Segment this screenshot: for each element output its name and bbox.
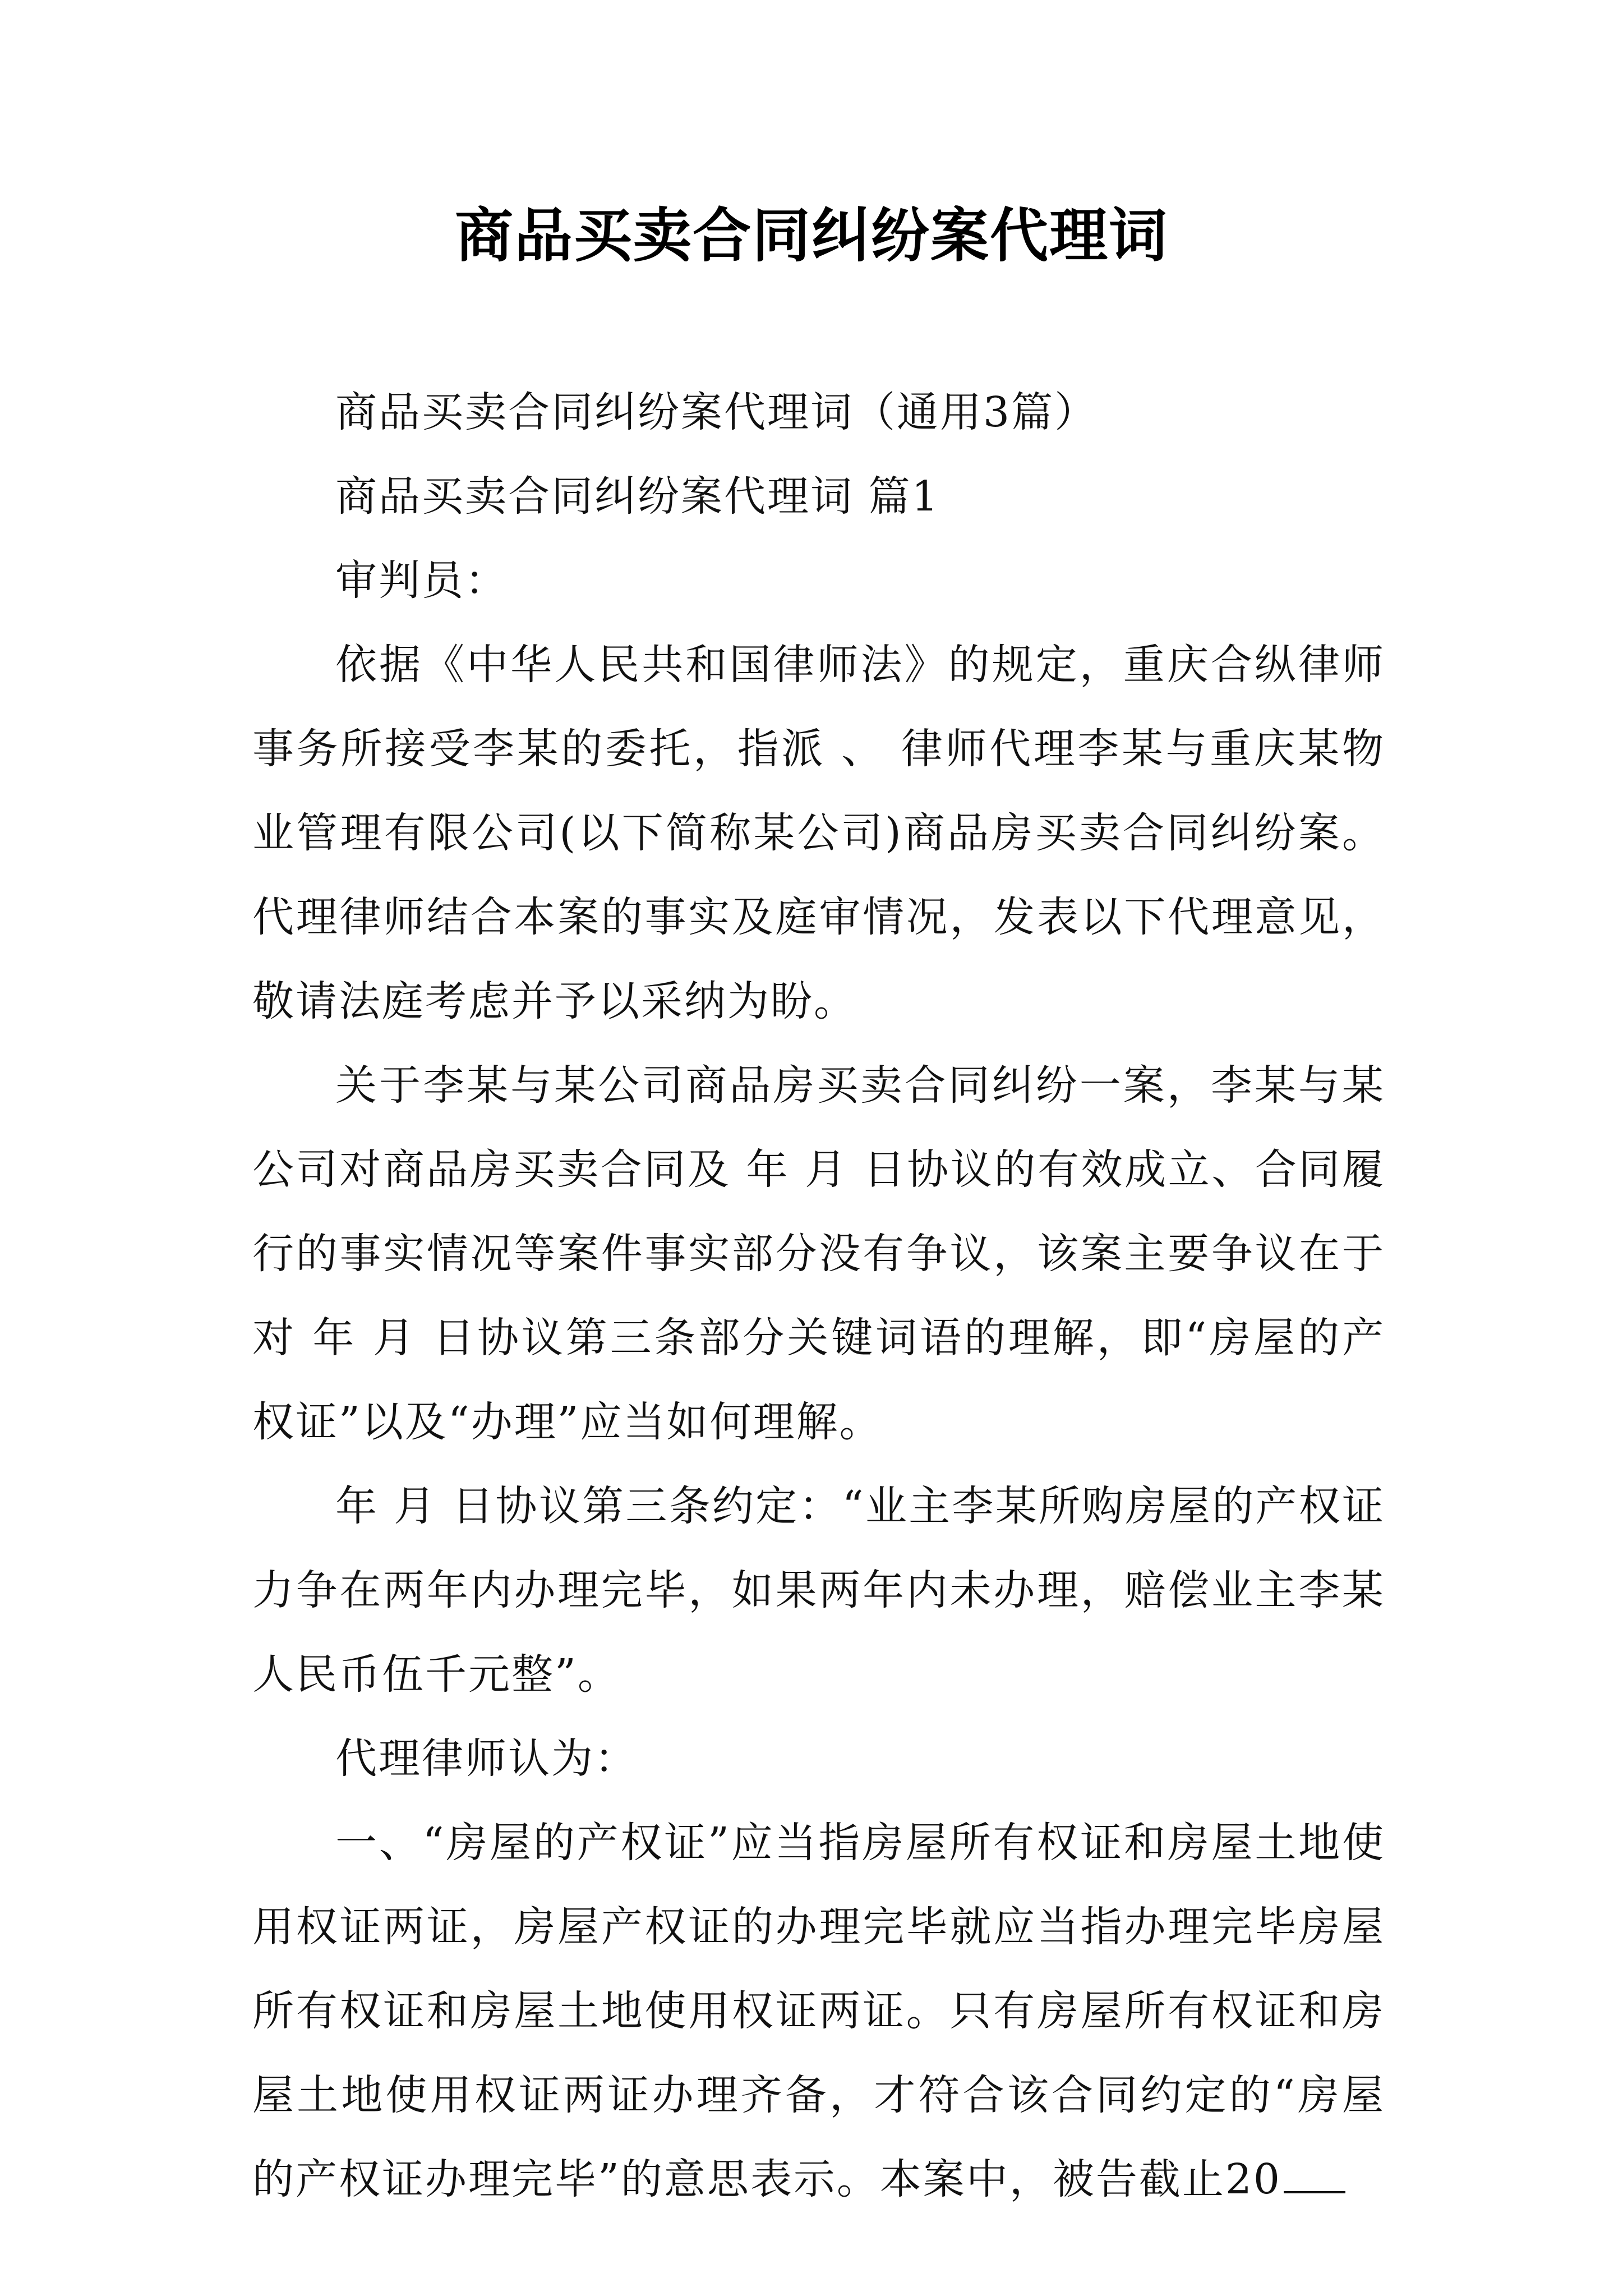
paragraph-clause: 年 月 日协议第三条约定：“业主李某所购房屋的产权证力争在两年内办理完毕，如果两年内未办理，赔偿业主李某人民币伍千元整”。 — [252, 1482, 1385, 1699]
paragraph-salutation: 审判员： — [335, 556, 508, 605]
document-title: 商品买卖合同纠纷案代理词 — [454, 201, 1168, 270]
paragraph-section-heading: 商品买卖合同纠纷案代理词 篇1 — [335, 472, 940, 521]
document-body — [252, 370, 1385, 2221]
paragraph-point-one — [252, 1801, 1385, 2221]
paragraph-dispute: 关于李某与某公司商品房买卖合同纠纷一案，李某与某公司对商品房买卖合同及 年 月 日协议的有效成立、合同履行的事实情况等案件事实部分没有争议，该案主要争议在于对 年 月 日协议第三条部分关键词语的理解，即“房屋的产权证”以及“办理”应当如何理解。 — [252, 1061, 1385, 1446]
paragraph-opinion-lead: 代理律师认为： — [335, 1734, 638, 1783]
paragraph-intro: 依据《中华人民共和国律师法》的规定，重庆合纵律师事务所接受李某的委托，指派 、 律师代理李某与重庆某物业管理有限公司(以下简称某公司)商品房买卖合同纠纷案。代理律师结合本案的事实及庭审情况，发表以下代理意见，敬请法庭考虑并予以采纳为盼。 — [252, 641, 1385, 1025]
paragraph-point-one-text: 一、“房屋的产权证”应当指房屋所有权证和房屋土地使用权证两证，房屋产权证的办理完毕就应当指办理完毕房屋所有权证和房屋土地使用权证两证。只有房屋所有权证和房屋土地使用权证两证办理齐备，才符合该合同约定的“房屋的产权证办理完毕”的意思表示。本案中，被告截止20 — [252, 1819, 1385, 2203]
blank-underline — [1284, 2190, 1345, 2193]
paragraph-subtitle: 商品买卖合同纠纷案代理词（通用3篇） — [335, 388, 1098, 436]
